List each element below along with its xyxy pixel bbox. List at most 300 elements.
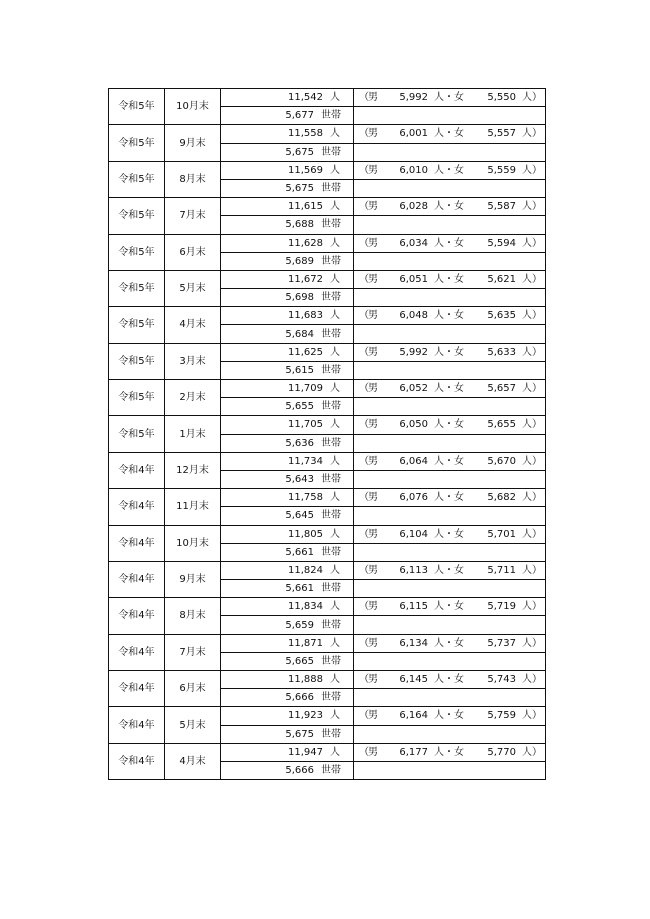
month-cell (165, 307, 221, 343)
population-value: 11,805 (288, 528, 323, 540)
male-value: 6,050 (399, 419, 428, 431)
close-paren: 人） (522, 419, 542, 431)
male-value: 6,076 (399, 492, 428, 504)
month-label: 5月末 (179, 283, 206, 295)
gender-breakdown-cell (354, 525, 546, 543)
year-cell (109, 452, 165, 488)
male-value: 6,048 (399, 310, 428, 322)
male-label: 男 (368, 564, 378, 576)
population-row (109, 89, 546, 107)
empty-cell (354, 434, 546, 452)
empty-cell (354, 689, 546, 707)
close-paren: 人） (522, 455, 542, 467)
male-value: 6,051 (399, 273, 428, 285)
household-value: 5,643 (285, 474, 314, 486)
month-label: 10月末 (176, 101, 209, 113)
open-paren: （ (359, 710, 369, 722)
year-label: 令和5年 (118, 355, 155, 367)
open-paren: （ (359, 92, 369, 104)
male-value: 6,028 (399, 201, 428, 213)
year-label: 令和5年 (118, 319, 155, 331)
female-value: 5,719 (487, 601, 516, 613)
empty-cell (354, 325, 546, 343)
household-unit: 世帯 (321, 292, 341, 304)
household-unit: 世帯 (321, 146, 341, 158)
month-label: 8月末 (179, 173, 206, 185)
year-cell (109, 489, 165, 525)
population-row (109, 270, 546, 288)
population-value: 11,824 (288, 564, 323, 576)
population-value: 11,705 (288, 419, 323, 431)
population-row (109, 671, 546, 689)
close-paren: 人） (522, 273, 542, 285)
population-value: 11,709 (288, 383, 323, 395)
month-label: 1月末 (179, 428, 206, 440)
female-label: 人・女 (434, 346, 464, 358)
open-paren: （ (359, 637, 369, 649)
population-value: 11,871 (288, 637, 323, 649)
household-value: 5,615 (285, 364, 314, 376)
female-label: 人・女 (434, 92, 464, 104)
empty-cell (354, 398, 546, 416)
population-cell (221, 234, 354, 252)
female-label: 人・女 (434, 237, 464, 249)
year-cell (109, 161, 165, 197)
population-row (109, 743, 546, 761)
female-label: 人・女 (434, 528, 464, 540)
male-value: 6,064 (399, 455, 428, 467)
household-cell (221, 398, 354, 416)
open-paren: （ (359, 310, 369, 322)
year-label: 令和4年 (118, 464, 155, 476)
household-cell (221, 689, 354, 707)
close-paren: 人） (522, 528, 542, 540)
open-paren: （ (359, 564, 369, 576)
household-cell (221, 179, 354, 197)
male-label: 男 (368, 201, 378, 213)
population-cell (221, 343, 354, 361)
person-unit: 人 (330, 346, 340, 358)
gender-breakdown-cell (354, 634, 546, 652)
year-label: 令和4年 (118, 683, 155, 695)
month-cell (165, 634, 221, 670)
empty-cell (354, 761, 546, 779)
household-unit: 世帯 (321, 437, 341, 449)
person-unit: 人 (330, 710, 340, 722)
person-unit: 人 (330, 419, 340, 431)
male-label: 男 (368, 128, 378, 140)
year-cell (109, 198, 165, 234)
household-unit: 世帯 (321, 655, 341, 667)
female-label: 人・女 (434, 164, 464, 176)
month-label: 2月末 (179, 392, 206, 404)
year-cell (109, 343, 165, 379)
month-label: 8月末 (179, 610, 206, 622)
month-cell (165, 561, 221, 597)
household-cell (221, 216, 354, 234)
female-value: 5,737 (487, 637, 516, 649)
empty-cell (354, 580, 546, 598)
person-unit: 人 (330, 273, 340, 285)
population-value: 11,888 (288, 674, 323, 686)
female-label: 人・女 (434, 455, 464, 467)
household-cell (221, 107, 354, 125)
female-value: 5,743 (487, 674, 516, 686)
male-label: 男 (368, 346, 378, 358)
male-label: 男 (368, 237, 378, 249)
year-label: 令和5年 (118, 428, 155, 440)
month-label: 6月末 (179, 246, 206, 258)
population-row (109, 380, 546, 398)
population-cell (221, 270, 354, 288)
household-unit: 世帯 (321, 619, 341, 631)
population-value: 11,672 (288, 273, 323, 285)
household-value: 5,655 (285, 401, 314, 413)
month-label: 5月末 (179, 719, 206, 731)
household-unit: 世帯 (321, 183, 341, 195)
month-cell (165, 598, 221, 634)
household-value: 5,666 (285, 692, 314, 704)
close-paren: 人） (522, 492, 542, 504)
close-paren: 人） (522, 310, 542, 322)
year-cell (109, 125, 165, 161)
female-value: 5,670 (487, 455, 516, 467)
month-cell (165, 380, 221, 416)
empty-cell (354, 507, 546, 525)
gender-breakdown-cell (354, 161, 546, 179)
household-cell (221, 761, 354, 779)
male-label: 男 (368, 383, 378, 395)
household-unit: 世帯 (321, 692, 341, 704)
empty-cell (354, 252, 546, 270)
male-label: 男 (368, 310, 378, 322)
year-label: 令和4年 (118, 537, 155, 549)
household-cell (221, 652, 354, 670)
population-value: 11,558 (288, 128, 323, 140)
population-row (109, 234, 546, 252)
person-unit: 人 (330, 164, 340, 176)
close-paren: 人） (522, 564, 542, 576)
household-value: 5,675 (285, 728, 314, 740)
population-value: 11,569 (288, 164, 323, 176)
year-cell (109, 234, 165, 270)
household-unit: 世帯 (321, 219, 341, 231)
year-label: 令和4年 (118, 646, 155, 658)
close-paren: 人） (522, 674, 542, 686)
male-value: 6,164 (399, 710, 428, 722)
person-unit: 人 (330, 637, 340, 649)
population-value: 11,625 (288, 346, 323, 358)
gender-breakdown-cell (354, 671, 546, 689)
female-value: 5,759 (487, 710, 516, 722)
year-cell (109, 561, 165, 597)
empty-cell (354, 107, 546, 125)
year-cell (109, 416, 165, 452)
population-row (109, 707, 546, 725)
month-cell (165, 270, 221, 306)
household-unit: 世帯 (321, 510, 341, 522)
open-paren: （ (359, 383, 369, 395)
close-paren: 人） (522, 383, 542, 395)
month-label: 10月末 (176, 537, 209, 549)
month-cell (165, 89, 221, 125)
population-cell (221, 525, 354, 543)
person-unit: 人 (330, 92, 340, 104)
month-cell (165, 525, 221, 561)
open-paren: （ (359, 746, 369, 758)
household-unit: 世帯 (321, 328, 341, 340)
year-label: 令和4年 (118, 719, 155, 731)
open-paren: （ (359, 201, 369, 213)
close-paren: 人） (522, 92, 542, 104)
close-paren: 人） (522, 237, 542, 249)
household-unit: 世帯 (321, 364, 341, 376)
household-unit: 世帯 (321, 546, 341, 558)
household-unit: 世帯 (321, 401, 341, 413)
month-cell (165, 743, 221, 779)
female-label: 人・女 (434, 201, 464, 213)
female-label: 人・女 (434, 492, 464, 504)
gender-breakdown-cell (354, 234, 546, 252)
year-label: 令和5年 (118, 101, 155, 113)
population-row (109, 561, 546, 579)
population-cell (221, 598, 354, 616)
population-row (109, 452, 546, 470)
population-value: 11,615 (288, 201, 323, 213)
male-label: 男 (368, 492, 378, 504)
population-row (109, 525, 546, 543)
close-paren: 人） (522, 601, 542, 613)
open-paren: （ (359, 528, 369, 540)
female-value: 5,587 (487, 201, 516, 213)
population-cell (221, 125, 354, 143)
open-paren: （ (359, 273, 369, 285)
female-value: 5,550 (487, 92, 516, 104)
month-cell (165, 198, 221, 234)
female-label: 人・女 (434, 564, 464, 576)
empty-cell (354, 725, 546, 743)
open-paren: （ (359, 346, 369, 358)
household-value: 5,684 (285, 328, 314, 340)
female-label: 人・女 (434, 419, 464, 431)
male-label: 男 (368, 710, 378, 722)
male-value: 5,992 (399, 346, 428, 358)
population-row (109, 125, 546, 143)
gender-breakdown-cell (354, 307, 546, 325)
population-row (109, 489, 546, 507)
month-label: 12月末 (176, 464, 209, 476)
male-value: 5,992 (399, 92, 428, 104)
female-value: 5,621 (487, 273, 516, 285)
male-value: 6,145 (399, 674, 428, 686)
female-label: 人・女 (434, 637, 464, 649)
household-value: 5,698 (285, 292, 314, 304)
female-label: 人・女 (434, 746, 464, 758)
female-label: 人・女 (434, 601, 464, 613)
year-cell (109, 743, 165, 779)
population-value: 11,542 (288, 92, 323, 104)
male-label: 男 (368, 528, 378, 540)
household-cell (221, 507, 354, 525)
population-value: 11,834 (288, 601, 323, 613)
gender-breakdown-cell (354, 452, 546, 470)
person-unit: 人 (330, 674, 340, 686)
household-unit: 世帯 (321, 474, 341, 486)
population-cell (221, 489, 354, 507)
month-cell (165, 234, 221, 270)
household-value: 5,665 (285, 655, 314, 667)
female-label: 人・女 (434, 310, 464, 322)
female-label: 人・女 (434, 383, 464, 395)
close-paren: 人） (522, 710, 542, 722)
household-unit: 世帯 (321, 255, 341, 267)
household-value: 5,675 (285, 183, 314, 195)
household-value: 5,688 (285, 219, 314, 231)
household-cell (221, 361, 354, 379)
month-label: 11月末 (176, 501, 209, 513)
month-label: 7月末 (179, 646, 206, 658)
male-label: 男 (368, 455, 378, 467)
population-cell (221, 707, 354, 725)
gender-breakdown-cell (354, 489, 546, 507)
open-paren: （ (359, 601, 369, 613)
close-paren: 人） (522, 346, 542, 358)
female-value: 5,594 (487, 237, 516, 249)
year-cell (109, 525, 165, 561)
household-unit: 世帯 (321, 765, 341, 777)
year-label: 令和5年 (118, 210, 155, 222)
female-value: 5,633 (487, 346, 516, 358)
population-value: 11,628 (288, 237, 323, 249)
year-cell (109, 671, 165, 707)
close-paren: 人） (522, 746, 542, 758)
month-label: 7月末 (179, 210, 206, 222)
gender-breakdown-cell (354, 198, 546, 216)
population-cell (221, 561, 354, 579)
gender-breakdown-cell (354, 743, 546, 761)
household-unit: 世帯 (321, 728, 341, 740)
month-cell (165, 161, 221, 197)
population-cell (221, 452, 354, 470)
month-cell (165, 489, 221, 525)
open-paren: （ (359, 455, 369, 467)
household-value: 5,677 (285, 110, 314, 122)
population-row (109, 634, 546, 652)
female-label: 人・女 (434, 273, 464, 285)
population-cell (221, 380, 354, 398)
population-value: 11,923 (288, 710, 323, 722)
female-label: 人・女 (434, 128, 464, 140)
household-cell (221, 289, 354, 307)
male-value: 6,034 (399, 237, 428, 249)
open-paren: （ (359, 237, 369, 249)
year-label: 令和5年 (118, 173, 155, 185)
month-label: 6月末 (179, 683, 206, 695)
household-cell (221, 580, 354, 598)
female-value: 5,635 (487, 310, 516, 322)
year-label: 令和5年 (118, 137, 155, 149)
person-unit: 人 (330, 310, 340, 322)
female-value: 5,557 (487, 128, 516, 140)
open-paren: （ (359, 164, 369, 176)
month-cell (165, 125, 221, 161)
population-row (109, 198, 546, 216)
year-cell (109, 707, 165, 743)
household-unit: 世帯 (321, 110, 341, 122)
household-value: 5,661 (285, 546, 314, 558)
month-label: 4月末 (179, 319, 206, 331)
person-unit: 人 (330, 128, 340, 140)
year-label: 令和4年 (118, 574, 155, 586)
gender-breakdown-cell (354, 89, 546, 107)
male-value: 6,010 (399, 164, 428, 176)
population-row (109, 343, 546, 361)
month-cell (165, 452, 221, 488)
population-table (108, 88, 546, 780)
month-cell (165, 416, 221, 452)
female-label: 人・女 (434, 674, 464, 686)
population-row (109, 307, 546, 325)
gender-breakdown-cell (354, 380, 546, 398)
household-unit: 世帯 (321, 583, 341, 595)
population-cell (221, 89, 354, 107)
close-paren: 人） (522, 164, 542, 176)
female-value: 5,559 (487, 164, 516, 176)
empty-cell (354, 652, 546, 670)
month-label: 4月末 (179, 755, 206, 767)
close-paren: 人） (522, 201, 542, 213)
household-value: 5,689 (285, 255, 314, 267)
male-value: 6,177 (399, 746, 428, 758)
male-label: 男 (368, 637, 378, 649)
population-row (109, 161, 546, 179)
household-value: 5,659 (285, 619, 314, 631)
year-cell (109, 307, 165, 343)
month-cell (165, 343, 221, 379)
female-value: 5,711 (487, 564, 516, 576)
month-label: 9月末 (179, 137, 206, 149)
male-label: 男 (368, 746, 378, 758)
male-label: 男 (368, 164, 378, 176)
empty-cell (354, 616, 546, 634)
person-unit: 人 (330, 601, 340, 613)
household-cell (221, 470, 354, 488)
population-cell (221, 161, 354, 179)
person-unit: 人 (330, 201, 340, 213)
year-label: 令和4年 (118, 501, 155, 513)
empty-cell (354, 361, 546, 379)
household-value: 5,666 (285, 765, 314, 777)
female-value: 5,701 (487, 528, 516, 540)
female-value: 5,655 (487, 419, 516, 431)
empty-cell (354, 543, 546, 561)
male-value: 6,052 (399, 383, 428, 395)
person-unit: 人 (330, 383, 340, 395)
gender-breakdown-cell (354, 416, 546, 434)
open-paren: （ (359, 128, 369, 140)
year-label: 令和5年 (118, 246, 155, 258)
month-cell (165, 671, 221, 707)
open-paren: （ (359, 674, 369, 686)
person-unit: 人 (330, 237, 340, 249)
year-cell (109, 270, 165, 306)
household-cell (221, 616, 354, 634)
gender-breakdown-cell (354, 707, 546, 725)
population-table-body (109, 89, 546, 780)
gender-breakdown-cell (354, 125, 546, 143)
household-cell (221, 252, 354, 270)
male-value: 6,104 (399, 528, 428, 540)
